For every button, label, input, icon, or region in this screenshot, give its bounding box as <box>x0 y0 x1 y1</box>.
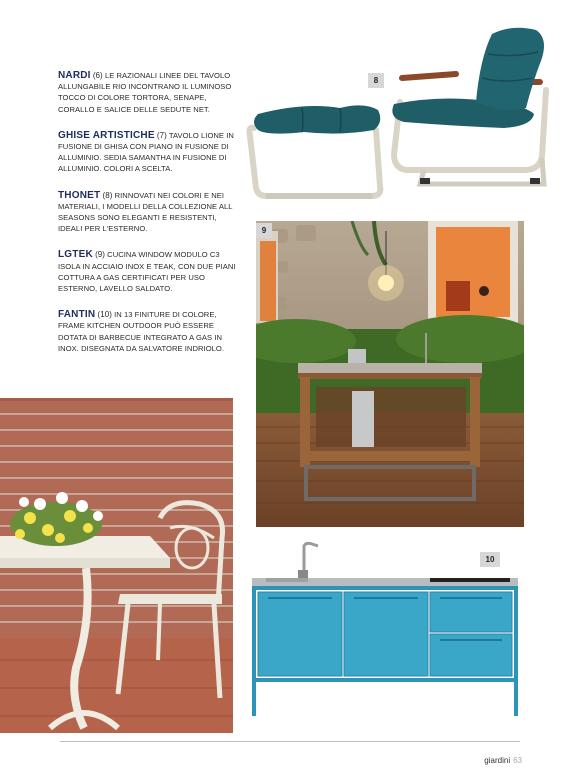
captions-column <box>58 70 238 369</box>
brand-name: LGTEK <box>58 249 93 261</box>
caption-ghise-artistiche <box>58 130 238 175</box>
caption-nardi <box>58 70 238 115</box>
brand-name: THONET <box>58 189 101 201</box>
caption-text: TAVOLO LIONE IN FUSIONE DI GHISA CON PIANO IN FUSIONE DI ALLUMINIO. SEDIA SAMANTHA IN FUSIONE DI ALLUMINIO. COLORI A SCELTA. <box>58 130 234 174</box>
ref-number: (10) <box>97 310 112 320</box>
footer-rule <box>60 741 520 742</box>
photo-thonet-chair <box>244 18 560 208</box>
photo-number-badge: 9 <box>256 223 272 238</box>
photo-number-badge: 10 <box>480 552 500 567</box>
brand-name: NARDI <box>58 70 91 81</box>
photo-lgtek-kitchen <box>256 221 524 527</box>
photo-ghise-table <box>0 398 233 733</box>
caption-lgtek <box>58 249 238 294</box>
frame-kitchen-illustration <box>246 540 526 720</box>
ref-number: (9) <box>95 250 105 260</box>
caption-text: LE RAZIONALI LINEE DEL TAVOLO ALLUNGABILE RIO INCONTRANO IL LUMINOSO TOCCO DI COLORE TORTORA, SENAPE, CORALLO E SALICE DELLE SEDUTE NET. <box>58 71 232 114</box>
ref-number: (7) <box>156 130 167 140</box>
photo-number-badge: 8 <box>368 73 384 88</box>
photo-fantin-kitchen <box>246 540 526 720</box>
caption-fantin <box>58 309 238 354</box>
brand-name: GHISE ARTISTICHE <box>58 129 155 141</box>
caption-thonet <box>58 190 238 235</box>
caption-text: RINNOVATI NEI COLORI E NEI MATERIALI, I MODELLI DELLA COLLEZIONE ALL SEASONS SONO ELEGANTI E RESISTENTI, IDEALI PER L'ESTERNO. <box>58 190 233 234</box>
ref-number: (8) <box>102 190 113 200</box>
page-footer <box>484 756 522 765</box>
page-number: 63 <box>513 756 522 765</box>
ref-number: (6) <box>92 71 103 80</box>
magazine-name: giardini <box>484 756 511 765</box>
lounge-chair-illustration <box>244 18 560 208</box>
cast-iron-table-illustration <box>0 398 233 733</box>
brand-name: FANTIN <box>58 309 96 321</box>
caption-text: IN 13 FINITURE DI COLORE, FRAME KITCHEN OUTDOOR PUÒ ESSERE DOTATA DI BARBECUE INTEGRATO A GAS IN INOX. DISEGNATA DA SALVATORE INDRIOLO. <box>58 310 225 353</box>
outdoor-kitchen-illustration <box>256 221 524 527</box>
caption-text: CUCINA WINDOW MODULO C3 ISOLA IN ACCIAIO INOX E TEAK, CON DUE PIANI COTTURA A GAS CERTIFICATI PER USO ESTERNO, LAVELLO SALDATO. <box>58 250 236 294</box>
